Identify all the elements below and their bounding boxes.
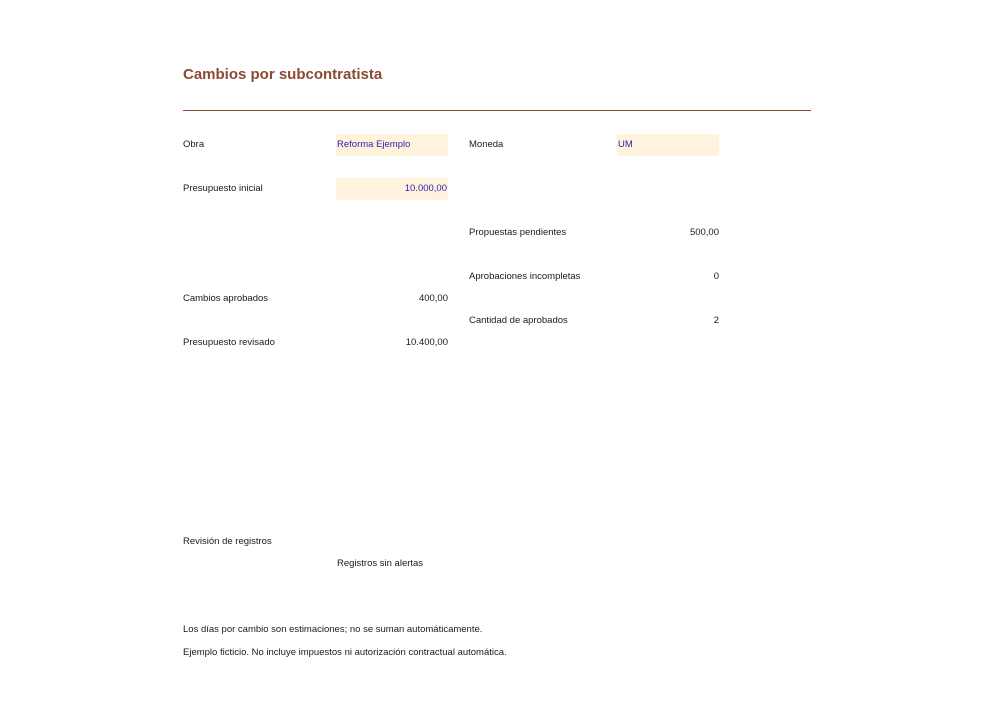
moneda-label: Moneda <box>469 139 504 150</box>
presupuesto-revisado-value: 10.400,00 <box>405 337 448 348</box>
cambios-aprobados-value: 400,00 <box>418 293 448 304</box>
cantidad-aprobados-value: 2 <box>713 315 719 326</box>
presupuesto-inicial-input[interactable]: 10.000,00 <box>336 178 448 200</box>
aprobaciones-incompletas-label: Aprobaciones incompletas <box>469 271 581 282</box>
presupuesto-inicial-label: Presupuesto inicial <box>183 183 263 194</box>
cambios-aprobados-label: Cambios aprobados <box>183 293 269 304</box>
note-ejemplo-ficticio: Ejemplo ficticio. No incluye impuestos ni autorización contractual automática. <box>183 647 507 658</box>
obra-label: Obra <box>183 139 205 150</box>
aprobaciones-incompletas-value: 0 <box>713 271 719 282</box>
presupuesto-revisado-label: Presupuesto revisado <box>183 337 275 348</box>
revision-status: Registros sin alertas <box>337 558 424 569</box>
moneda-input[interactable]: UM <box>617 134 719 156</box>
note-estimaciones: Los días por cambio son estimaciones; no se suman automáticamente. <box>183 624 483 635</box>
cantidad-aprobados-label: Cantidad de aprobados <box>469 315 568 326</box>
revision-label: Revisión de registros <box>183 536 272 547</box>
title-divider <box>183 110 811 111</box>
page-title: Cambios por subcontratista <box>183 66 383 83</box>
propuestas-pendientes-label: Propuestas pendientes <box>469 227 567 238</box>
obra-input[interactable]: Reforma Ejemplo <box>336 134 448 156</box>
propuestas-pendientes-value: 500,00 <box>689 227 719 238</box>
